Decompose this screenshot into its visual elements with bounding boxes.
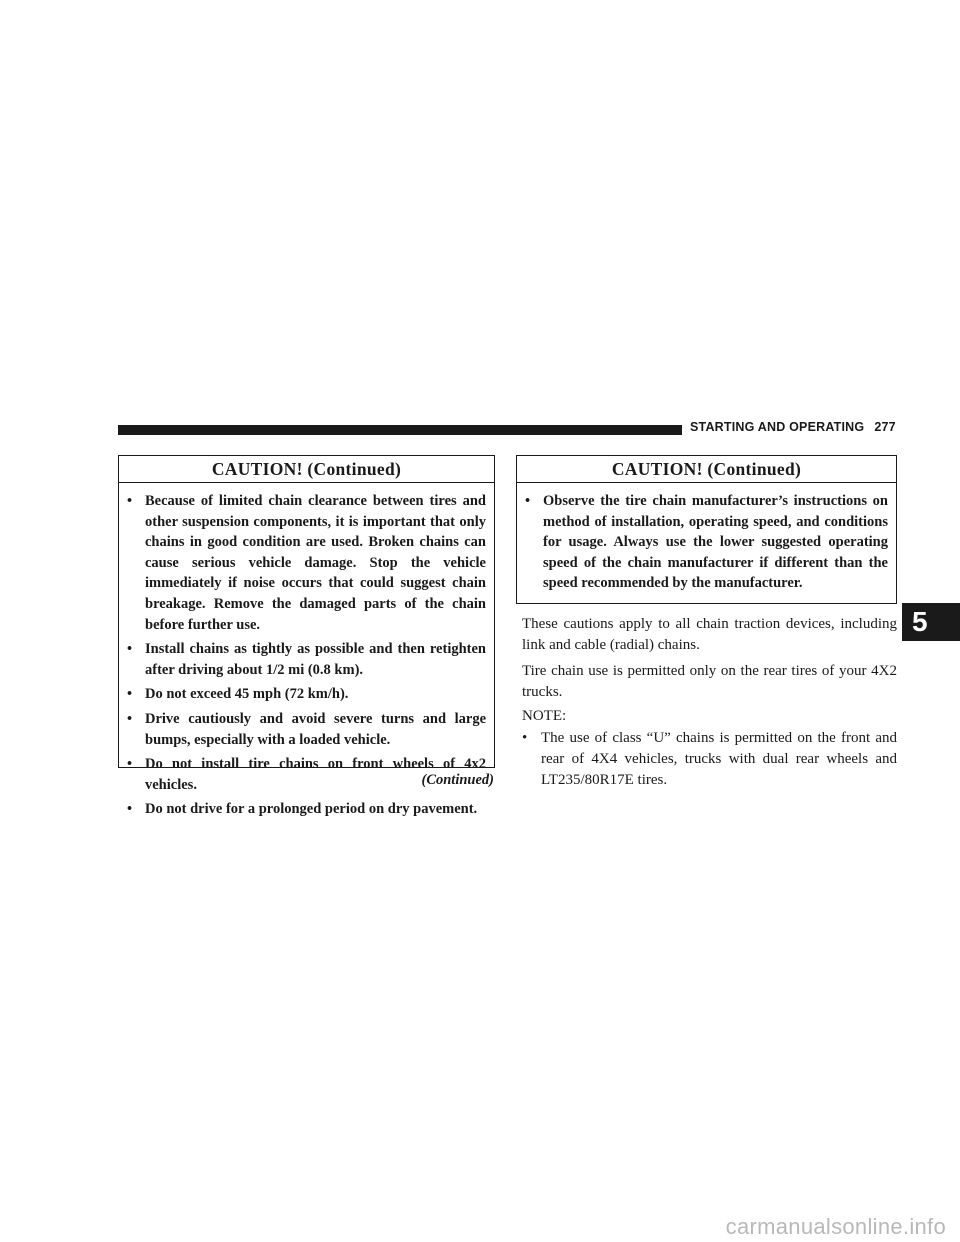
caution-item-text: Do not install tire chains on front wheels of 4x2 vehicles. bbox=[145, 756, 486, 793]
caution-item-text: Because of limited chain clearance between tires and other suspension components, it is important that only chains in good condition are used. Broken chains can cause serious vehicle damage. Stop the vehicle immediately if noise occurs that could suggest chain breakage. Remove the damaged parts of the chain before further use. bbox=[145, 493, 486, 633]
section-title: STARTING AND OPERATING bbox=[690, 420, 865, 434]
caution-title: CAUTION! (Continued) bbox=[517, 456, 896, 483]
caution-box-right bbox=[516, 455, 897, 604]
caution-item-text: Do not exceed 45 mph (72 km/h). bbox=[145, 686, 349, 703]
bullet-icon: • bbox=[522, 730, 528, 746]
note-item bbox=[522, 728, 897, 791]
header-rule bbox=[118, 425, 682, 435]
note-list bbox=[522, 728, 897, 791]
caution-item-text: Do not drive for a prolonged period on dry pavement. bbox=[145, 801, 478, 818]
caution-item-text: Install chains as tightly as possible and then retighten after driving about 1/2 mi (0.8 km). bbox=[145, 641, 486, 678]
body-paragraph: These cautions apply to all chain traction devices, including link and cable (radial) chains. bbox=[522, 616, 897, 653]
caution-item bbox=[127, 799, 486, 820]
bullet-icon: • bbox=[127, 641, 133, 658]
caution-item bbox=[127, 639, 486, 680]
caution-item-text: Observe the tire chain manufacturer’s instructions on method of installation, operating speed, and conditions for usage. Always use the lower suggested operating speed of the chain manufacturer if different than the speed recommended by the manufacturer. bbox=[543, 493, 888, 592]
caution-list bbox=[517, 483, 896, 604]
continued-label: (Continued) bbox=[421, 772, 494, 788]
note-item-text: The use of class “U” chains is permitted on the front and rear of 4X4 vehicles, trucks with dual rear wheels and LT235/80R17E tires. bbox=[541, 730, 897, 788]
bullet-icon: • bbox=[127, 493, 133, 509]
caution-title: CAUTION! (Continued) bbox=[119, 456, 494, 483]
caution-item bbox=[127, 709, 486, 750]
caution-item bbox=[525, 491, 888, 594]
bullet-icon: • bbox=[127, 686, 133, 703]
caution-item bbox=[127, 684, 486, 705]
bullet-icon: • bbox=[127, 756, 133, 773]
bullet-icon: • bbox=[127, 710, 133, 727]
watermark-logo: carmanualsonline.info bbox=[725, 1214, 946, 1239]
body-paragraph: Tire chain use is permitted only on the rear tires of your 4X2 trucks. bbox=[522, 663, 897, 700]
note-heading: NOTE: bbox=[522, 708, 567, 724]
bullet-icon: • bbox=[127, 801, 133, 818]
bullet-icon: • bbox=[525, 493, 531, 509]
caution-item bbox=[127, 491, 486, 635]
page-number: 277 bbox=[874, 420, 896, 434]
caution-box-left bbox=[118, 455, 495, 818]
caution-item-text: Drive cautiously and avoid severe turns and large bumps, especially with a loaded vehicle. bbox=[145, 710, 486, 748]
running-header bbox=[690, 420, 896, 434]
chapter-tab: 5 bbox=[902, 603, 960, 641]
